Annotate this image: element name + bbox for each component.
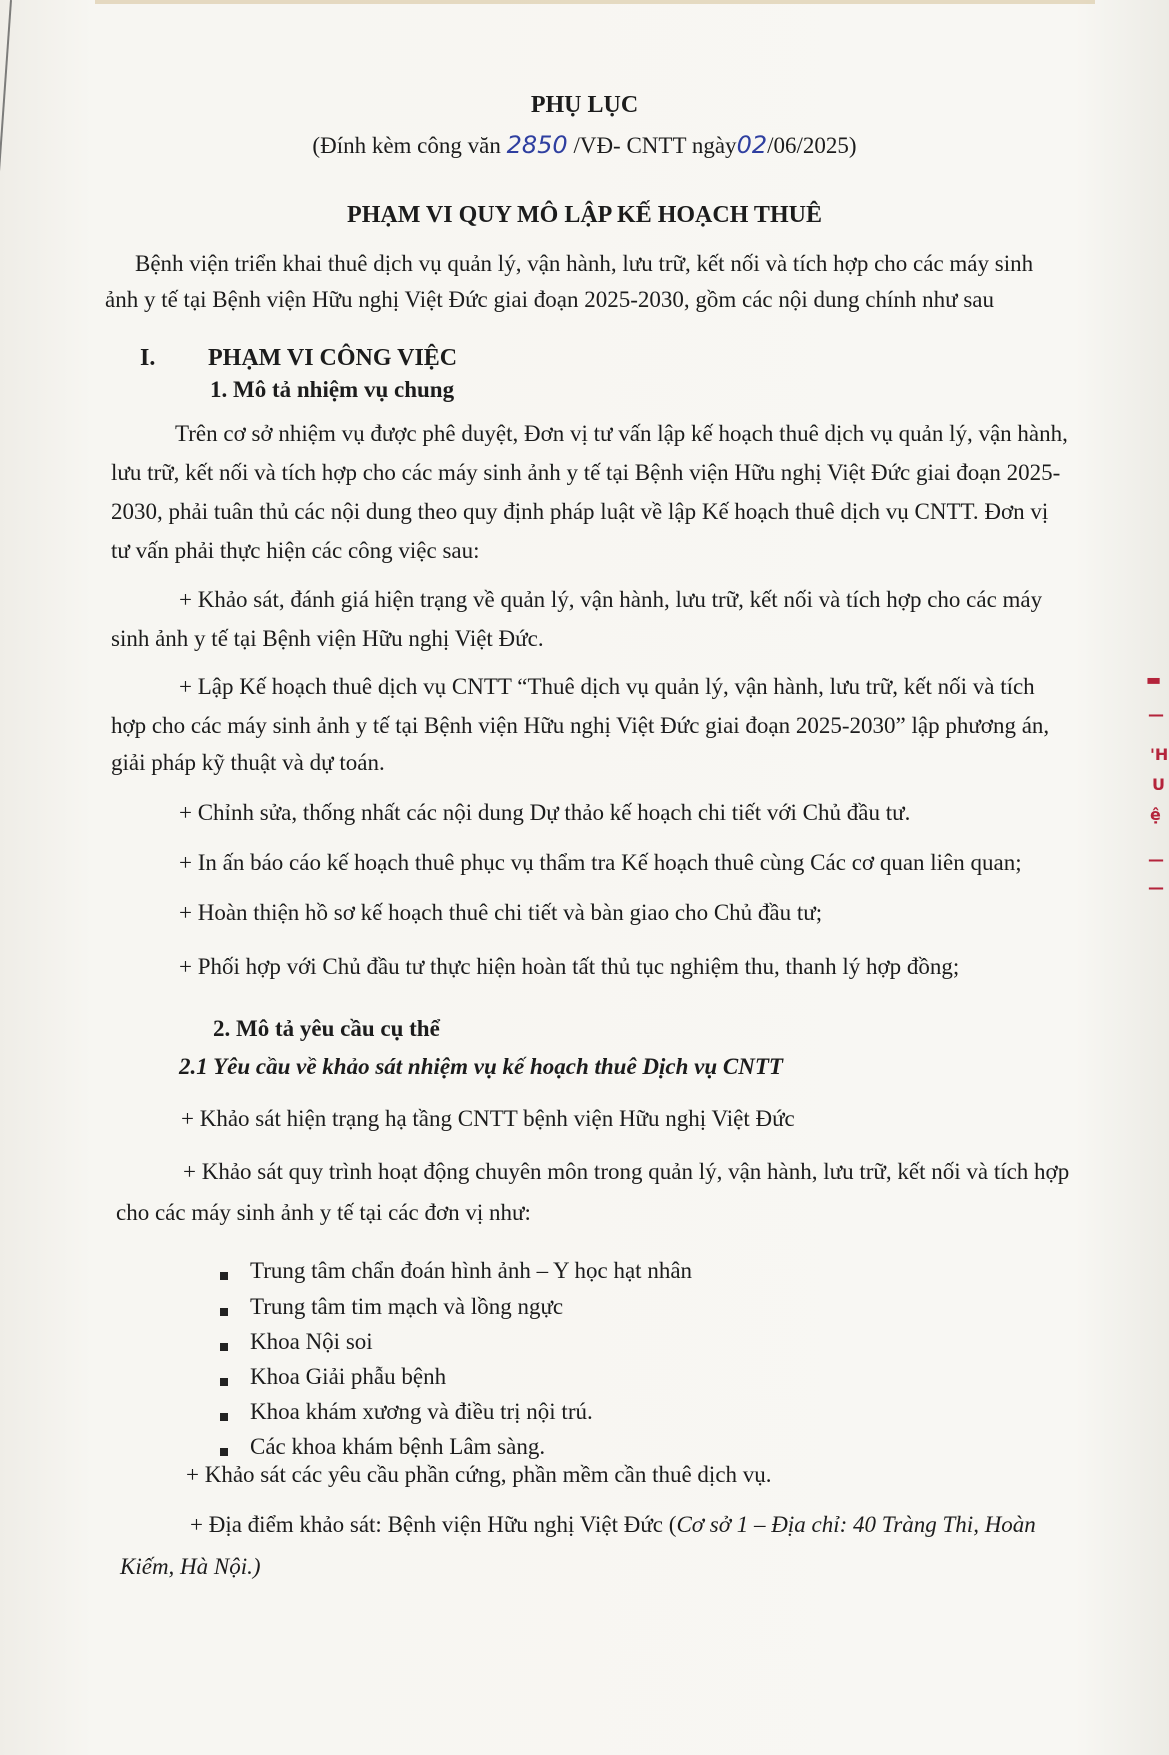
bullet-marker (220, 1343, 228, 1351)
handwritten-document-number: 2850 (506, 131, 568, 159)
survey-item-2-line-2: cho các máy sinh ảnh y tế tại các đơn vị như: (116, 1200, 531, 1225)
unit-item-1: Trung tâm chẩn đoán hình ảnh – Y học hạt nhân (250, 1258, 693, 1283)
bullet-marker (220, 1413, 228, 1421)
unit-item-4: Khoa Giải phẫu bệnh (250, 1364, 447, 1389)
margin-stamp-fragment: U (1152, 775, 1165, 794)
margin-stamp-fragment: 'H (1150, 745, 1169, 764)
task-1-line-1: + Khảo sát, đánh giá hiện trạng về quản lý, vận hành, lưu trữ, kết nối và tích hợp cho các máy (179, 587, 1043, 612)
section-i-number: I. (140, 345, 156, 371)
unit-item-2: Trung tâm tim mạch và lồng ngực (250, 1294, 564, 1319)
top-edge-strip (95, 0, 1095, 4)
task-2-line-1: + Lập Kế hoạch thuê dịch vụ CNTT “Thuê dịch vụ quản lý, vận hành, lưu trữ, kết nối và tích (179, 674, 1035, 699)
margin-stamp-fragment: — (1148, 850, 1164, 869)
survey-location-line-1: + Địa điểm khảo sát: Bệnh viện Hữu nghị Việt Đức (Cơ sở 1 – Địa chỉ: 40 Tràng Thi, Hoàn (190, 1512, 1036, 1537)
subsection-1-heading: 1. Mô tả nhiệm vụ chung (210, 377, 455, 402)
unit-item-5: Khoa khám xương và điều trị nội trú. (250, 1399, 593, 1424)
bullet-marker (220, 1378, 228, 1386)
task-2-line-3: giải pháp kỹ thuật và dự toán. (111, 750, 385, 775)
sub1-paragraph-line-3: 2030, phải tuân thủ các nội dung theo quy định pháp luật về lập Kế hoạch thuê dịch vụ CNTT. Đơn vị (111, 499, 1049, 524)
margin-stamp-fragment: ▬ (1146, 670, 1162, 689)
section-i-heading: PHẠM VI CÔNG VIỆC (208, 345, 458, 371)
intro-line-2: ảnh y tế tại Bệnh viện Hữu nghị Việt Đức giai đoạn 2025-2030, gồm các nội dung chính như sau (105, 287, 994, 312)
bullet-marker (220, 1272, 228, 1280)
task-1-line-2: sinh ảnh y tế tại Bệnh viện Hữu nghị Việt Đức. (111, 626, 544, 651)
margin-stamp-fragment: — (1148, 705, 1164, 724)
sub1-paragraph-line-4: tư vấn phải thực hiện các công việc sau: (111, 538, 480, 563)
survey-item-3: + Khảo sát các yêu cầu phần cứng, phần mềm cần thuê dịch vụ. (186, 1462, 772, 1487)
survey-location-line-2: Kiếm, Hà Nội.) (120, 1554, 261, 1579)
unit-item-3: Khoa Nội soi (250, 1329, 373, 1354)
appendix-title: PHỤ LỤC (530, 92, 639, 118)
attachment-reference: (Đính kèm công văn 2850 /VĐ- CNTT ngày02/06/2025) (312, 131, 857, 159)
handwritten-day: 02 (736, 131, 768, 159)
unit-item-6: Các khoa khám bệnh Lâm sàng. (250, 1434, 546, 1459)
intro-line-1: Bệnh viện triển khai thuê dịch vụ quản lý, vận hành, lưu trữ, kết nối và tích hợp cho các máy sinh (135, 251, 1034, 276)
subsection-2-heading: 2. Mô tả yêu cầu cụ thể (213, 1016, 440, 1041)
margin-stamp-fragment: ệ (1150, 805, 1161, 824)
task-6: + Phối hợp với Chủ đầu tư thực hiện hoàn tất thủ tục nghiệm thu, thanh lý hợp đồng; (179, 954, 960, 979)
bullet-marker (220, 1448, 228, 1456)
sub1-paragraph-line-1: Trên cơ sở nhiệm vụ được phê duyệt, Đơn vị tư vấn lập kế hoạch thuê dịch vụ quản lý, vận hành, (175, 421, 1068, 446)
survey-item-2-line-1: + Khảo sát quy trình hoạt động chuyên môn trong quản lý, vận hành, lưu trữ, kết nối và tích hợp (183, 1159, 1070, 1184)
section-main-title: PHẠM VI QUY MÔ LẬP KẾ HOẠCH THUÊ (347, 202, 822, 228)
page-edge-line (0, 0, 12, 379)
task-4: + In ấn báo cáo kế hoạch thuê phục vụ thẩm tra Kế hoạch thuê cùng Các cơ quan liên quan; (179, 850, 1022, 875)
task-3: + Chỉnh sửa, thống nhất các nội dung Dự thảo kế hoạch chi tiết với Chủ đầu tư. (179, 800, 911, 825)
location-address-part-1: Cơ sở 1 – Địa chỉ: 40 Tràng Thi, Hoàn (676, 1512, 1036, 1537)
sub1-paragraph-line-2: lưu trữ, kết nối và tích hợp cho các máy sinh ảnh y tế tại Bệnh viện Hữu nghị Việt Đức giai đoạn 2025- (111, 460, 1061, 485)
margin-stamp-fragment: — (1148, 878, 1164, 897)
task-2-line-2: hợp cho các máy sinh ảnh y tế tại Bệnh viện Hữu nghị Việt Đức giai đoạn 2025-2030” lập phương án, (111, 713, 1050, 738)
bullet-marker (220, 1308, 228, 1316)
task-5: + Hoàn thiện hồ sơ kế hoạch thuê chi tiết và bàn giao cho Chủ đầu tư; (179, 900, 823, 925)
subsection-2-1-heading: 2.1 Yêu cầu về khảo sát nhiệm vụ kế hoạch thuê Dịch vụ CNTT (179, 1054, 783, 1079)
survey-item-1: + Khảo sát hiện trạng hạ tầng CNTT bệnh viện Hữu nghị Việt Đức (181, 1106, 795, 1131)
